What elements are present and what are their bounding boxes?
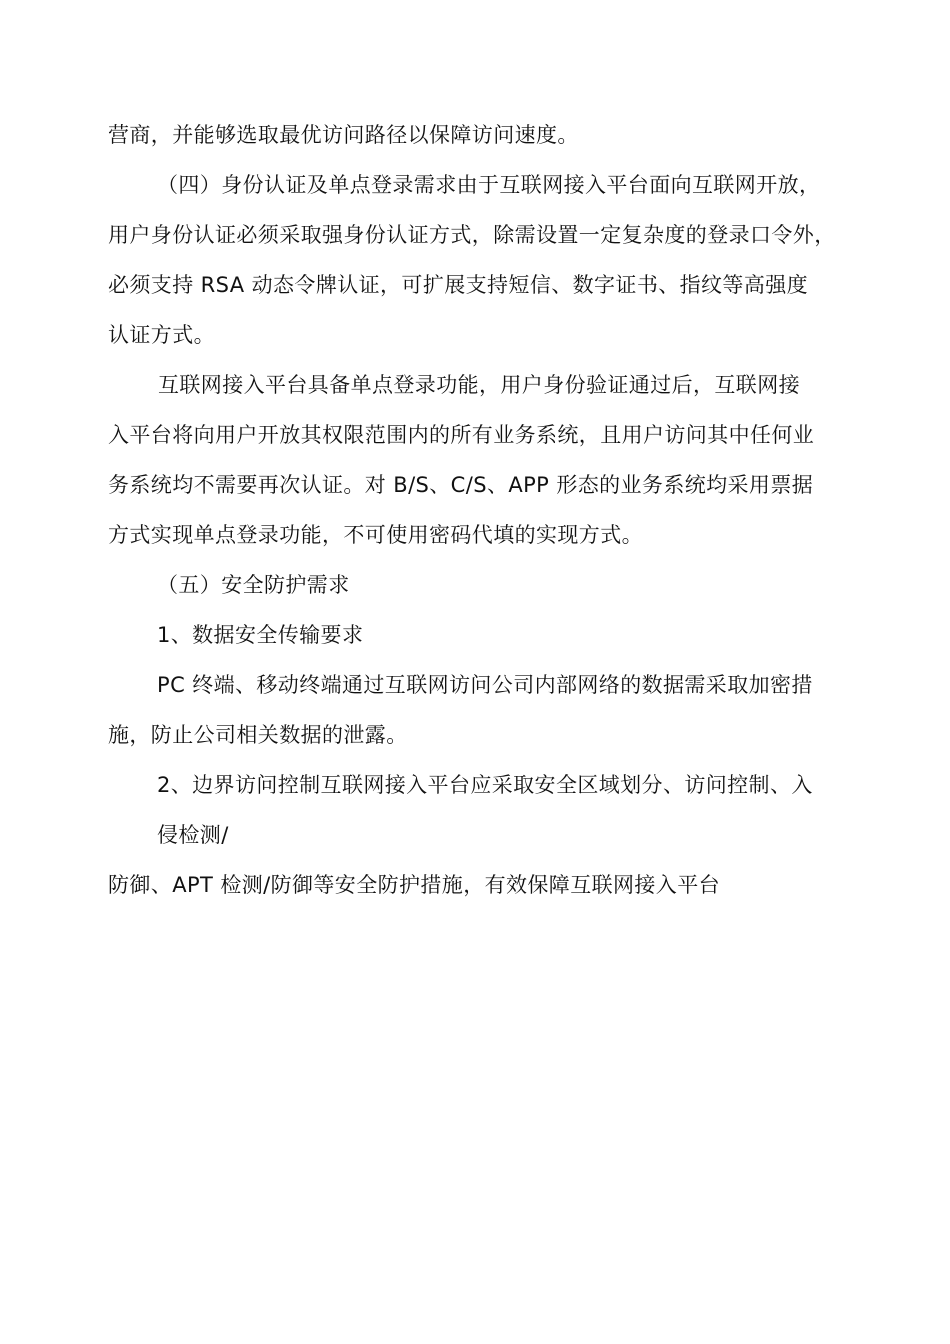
paragraph-line-1: 营商，并能够选取最优访问路径以保障访问速度。: [108, 123, 579, 147]
paragraph-line-6: 互联网接入平台具备单点登录功能，用户身份验证通过后，互联网接: [158, 373, 800, 397]
paragraph-line-12: PC 终端、移动终端通过互联网访问公司内部网络的数据需采取加密措: [157, 673, 813, 697]
paragraph-line-8: 务系统均不需要再次认证。对 B/S、C/S、APP 形态的业务系统均采用票据: [108, 473, 814, 497]
paragraph-line-7: 入平台将向用户开放其权限范围内的所有业务系统，且用户访问其中任何业: [108, 423, 815, 447]
paragraph-line-13: 施，防止公司相关数据的泄露。: [108, 723, 408, 747]
paragraph-line-16: 防御、APT 检测/防御等安全防护措施，有效保障互联网接入平台: [108, 873, 721, 897]
subheading-data-transmission: 1、数据安全传输要求: [157, 623, 364, 647]
paragraph-line-4: 必须支持 RSA 动态令牌认证，可扩展支持短信、数字证书、指纹等高强度: [108, 273, 809, 297]
subheading-boundary-access-control: 2、边界访问控制互联网接入平台应采取安全区域划分、访问控制、入: [157, 773, 813, 797]
section-heading-five: （五）安全防护需求: [157, 573, 350, 597]
section-heading-four-line: （四）身份认证及单点登录需求由于互联网接入平台面向互联网开放，: [157, 173, 821, 197]
paragraph-line-9: 方式实现单点登录功能，不可使用密码代填的实现方式。: [108, 523, 643, 547]
paragraph-line-5: 认证方式。: [108, 323, 215, 347]
paragraph-line-15: 侵检测/: [157, 823, 229, 847]
paragraph-line-3: 用户身份认证必须采取强身份认证方式，除需设置一定复杂度的登录口令外，: [108, 223, 836, 247]
